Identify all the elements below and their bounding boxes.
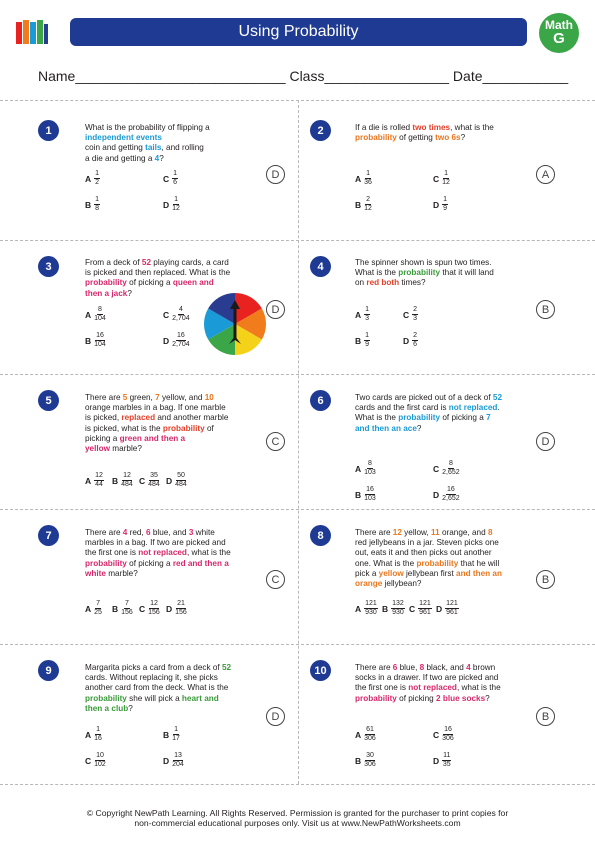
fraction bbox=[172, 332, 190, 349]
denominator: 102 bbox=[94, 761, 106, 768]
option-letter: C bbox=[433, 463, 440, 474]
column-divider bbox=[298, 100, 299, 784]
answer-option[interactable] bbox=[85, 472, 104, 489]
answer-circle: B bbox=[536, 707, 555, 726]
fraction bbox=[364, 170, 372, 187]
fraction bbox=[391, 600, 405, 617]
fraction bbox=[442, 726, 454, 743]
numerator: 4 bbox=[178, 306, 183, 313]
denominator: 306 bbox=[364, 761, 376, 768]
grade-badge bbox=[539, 13, 579, 53]
answer-option[interactable] bbox=[85, 306, 106, 323]
answer-option[interactable] bbox=[166, 600, 187, 617]
answer-option[interactable] bbox=[85, 170, 100, 187]
denominator: 156 bbox=[121, 609, 133, 616]
option-letter: D bbox=[163, 755, 170, 766]
question-number: 5 bbox=[38, 390, 59, 411]
denominator: 104 bbox=[94, 341, 106, 348]
answer-option[interactable] bbox=[355, 170, 372, 187]
option-letter: C bbox=[85, 755, 92, 766]
fraction bbox=[172, 726, 180, 743]
fraction bbox=[364, 460, 376, 477]
answer-circle: D bbox=[266, 300, 285, 319]
fraction bbox=[94, 600, 102, 617]
option-letter: A bbox=[85, 729, 92, 740]
denominator: 2,704 bbox=[172, 315, 190, 322]
numerator: 35 bbox=[150, 472, 158, 479]
fraction bbox=[442, 752, 451, 769]
numerator: 12 bbox=[150, 600, 158, 607]
denominator: 9 bbox=[365, 341, 370, 348]
denominator: 961 bbox=[446, 609, 458, 616]
denominator: 156 bbox=[148, 609, 160, 616]
option-letter: D bbox=[436, 603, 443, 614]
option-letter: C bbox=[403, 309, 410, 320]
newpath-logo-icon bbox=[14, 16, 50, 48]
option-letter: D bbox=[403, 335, 410, 346]
answer-option[interactable] bbox=[433, 196, 448, 213]
denominator: 156 bbox=[175, 609, 187, 616]
option-letter: A bbox=[355, 173, 362, 184]
denominator: 35 bbox=[442, 761, 451, 768]
answer-option[interactable] bbox=[139, 472, 160, 489]
option-letter: D bbox=[163, 199, 170, 210]
answer-option[interactable] bbox=[85, 600, 102, 617]
answer-option[interactable] bbox=[355, 332, 370, 349]
option-letter: A bbox=[355, 603, 362, 614]
denominator: 484 bbox=[121, 481, 133, 488]
numerator: 11 bbox=[443, 752, 451, 759]
option-letter: D bbox=[163, 335, 170, 346]
fraction bbox=[94, 726, 102, 743]
answer-circle: B bbox=[536, 300, 555, 319]
numerator: 1 bbox=[95, 196, 100, 203]
numerator: 61 bbox=[366, 726, 374, 733]
numerator: 2 bbox=[413, 332, 418, 339]
option-letter: B bbox=[85, 199, 92, 210]
numerator: 7 bbox=[125, 600, 129, 607]
question-text: If a die is rolled two times, what is the probability of getting two 6s? bbox=[355, 123, 494, 143]
divider bbox=[0, 784, 595, 785]
answer-option[interactable] bbox=[85, 752, 106, 769]
fraction bbox=[121, 600, 133, 617]
option-letter: A bbox=[85, 603, 92, 614]
fraction bbox=[364, 486, 376, 503]
numerator: 132 bbox=[392, 600, 404, 607]
option-letter: C bbox=[139, 475, 146, 486]
spinner-icon bbox=[203, 292, 267, 356]
option-letter: B bbox=[382, 603, 389, 614]
answer-option[interactable] bbox=[355, 600, 378, 617]
option-letter: A bbox=[355, 463, 362, 474]
answer-option[interactable] bbox=[409, 600, 432, 617]
denominator: 16 bbox=[94, 735, 102, 742]
fraction bbox=[148, 472, 160, 489]
option-letter: D bbox=[433, 489, 440, 500]
numerator: 13 bbox=[174, 752, 182, 759]
answer-option[interactable] bbox=[163, 726, 180, 743]
numerator: 1 bbox=[96, 726, 100, 733]
numerator: 16 bbox=[96, 332, 104, 339]
option-letter: D bbox=[166, 475, 173, 486]
numerator: 8 bbox=[98, 306, 102, 313]
fraction bbox=[175, 600, 187, 617]
answer-option[interactable] bbox=[163, 752, 184, 769]
fraction bbox=[364, 752, 376, 769]
numerator: 16 bbox=[177, 332, 185, 339]
answer-option[interactable] bbox=[163, 332, 190, 349]
answer-option[interactable] bbox=[355, 306, 370, 323]
answer-option[interactable] bbox=[163, 306, 190, 323]
numerator: 1 bbox=[174, 196, 178, 203]
numerator: 21 bbox=[177, 600, 185, 607]
fraction bbox=[172, 752, 184, 769]
answer-option[interactable] bbox=[112, 472, 133, 489]
fraction bbox=[94, 332, 106, 349]
answer-option[interactable] bbox=[163, 170, 178, 187]
numerator: 121 bbox=[419, 600, 431, 607]
fraction bbox=[364, 306, 370, 323]
numerator: 1 bbox=[173, 170, 178, 177]
question-text: From a deck of 52 playing cards, a card is picked and then replaced. What is the probability of picking a queen and then a jack? bbox=[85, 258, 231, 298]
badge-subject: Math bbox=[545, 18, 573, 32]
fraction bbox=[445, 600, 459, 617]
copyright-footer bbox=[20, 808, 575, 828]
option-letter: B bbox=[112, 603, 119, 614]
denominator: 484 bbox=[148, 481, 160, 488]
answer-option[interactable] bbox=[166, 472, 187, 489]
answer-option[interactable] bbox=[163, 196, 180, 213]
numerator: 1 bbox=[365, 332, 370, 339]
option-letter: A bbox=[355, 729, 362, 740]
numerator: 2 bbox=[413, 306, 418, 313]
question-text: There are 6 blue, 8 black, and 4 brown socks in a drawer. If two are picked and the first one is not replaced, what is the probability of picking 2 blue socks? bbox=[355, 663, 501, 703]
denominator: 3 bbox=[365, 315, 370, 322]
denominator: 44 bbox=[95, 481, 103, 488]
fraction bbox=[94, 196, 100, 213]
question-text: There are 4 red, 6 blue, and 3 white marbles in a bag. If two are picked and the first one is not replaced, what is the probability of picking a red and then a white marble? bbox=[85, 528, 231, 578]
answer-option[interactable] bbox=[436, 600, 459, 617]
fraction bbox=[148, 600, 160, 617]
answer-option[interactable] bbox=[355, 726, 376, 743]
numerator: 8 bbox=[448, 460, 453, 467]
answer-circle: D bbox=[266, 165, 285, 184]
fraction bbox=[412, 306, 418, 323]
numerator: 1 bbox=[365, 306, 370, 313]
numerator: 1 bbox=[366, 170, 370, 177]
numerator: 16 bbox=[444, 726, 452, 733]
option-letter: A bbox=[85, 475, 92, 486]
option-letter: C bbox=[433, 173, 440, 184]
question-number: 4 bbox=[310, 256, 331, 277]
denominator: 2,652 bbox=[442, 469, 460, 476]
denominator: 25 bbox=[94, 609, 102, 616]
answer-circle: B bbox=[536, 570, 555, 589]
denominator: 103 bbox=[364, 495, 376, 502]
fraction bbox=[412, 332, 418, 349]
question-number: 2 bbox=[310, 120, 331, 141]
badge-grade: G bbox=[553, 30, 565, 47]
numerator: 1 bbox=[174, 726, 178, 733]
question-text: There are 12 yellow, 11 orange, and 8 red jellybeans in a jar. Steven picks one out, eats it and then picks out another one. What is the probability that he will pick a yellow jellybean first and then an orange jellybean? bbox=[355, 528, 502, 589]
denominator: 484 bbox=[175, 481, 187, 488]
option-letter: B bbox=[85, 335, 92, 346]
answer-option[interactable] bbox=[112, 600, 133, 617]
numerator: 10 bbox=[96, 752, 104, 759]
denominator: 12 bbox=[364, 205, 372, 212]
numerator: 121 bbox=[365, 600, 377, 607]
answer-option[interactable] bbox=[355, 752, 376, 769]
answer-circle: C bbox=[266, 432, 285, 451]
fraction bbox=[364, 726, 376, 743]
answer-option[interactable] bbox=[403, 306, 418, 323]
denominator: 306 bbox=[364, 735, 376, 742]
denominator: 9 bbox=[443, 205, 448, 212]
denominator: 104 bbox=[94, 315, 106, 322]
option-letter: D bbox=[433, 755, 440, 766]
denominator: 12 bbox=[172, 205, 180, 212]
fraction bbox=[175, 472, 187, 489]
answer-option[interactable] bbox=[433, 170, 450, 187]
option-letter: B bbox=[355, 489, 362, 500]
denominator: 36 bbox=[364, 179, 372, 186]
answer-option[interactable] bbox=[433, 460, 460, 477]
option-letter: D bbox=[166, 603, 173, 614]
fraction bbox=[442, 170, 450, 187]
fraction bbox=[94, 752, 106, 769]
answer-option[interactable] bbox=[139, 600, 160, 617]
denominator: 306 bbox=[442, 735, 454, 742]
question-number: 10 bbox=[310, 660, 331, 681]
numerator: 16 bbox=[366, 486, 374, 493]
numerator: 30 bbox=[366, 752, 374, 759]
fraction bbox=[172, 196, 180, 213]
answer-option[interactable] bbox=[433, 486, 460, 503]
option-letter: C bbox=[433, 729, 440, 740]
question-number: 1 bbox=[38, 120, 59, 141]
option-letter: A bbox=[355, 309, 362, 320]
answer-option[interactable] bbox=[85, 332, 106, 349]
option-letter: B bbox=[355, 335, 362, 346]
name-class-date-line[interactable]: Name___________________________ Class________________ Date___________ bbox=[38, 68, 569, 84]
footer-line-2: non-commercial educational purposes only. Visit us at www.NewPathWorksheets.com bbox=[134, 818, 461, 828]
option-letter: B bbox=[355, 755, 362, 766]
option-letter: C bbox=[409, 603, 416, 614]
numerator: 8 bbox=[368, 460, 372, 467]
answer-option[interactable] bbox=[85, 726, 102, 743]
answer-option[interactable] bbox=[382, 600, 405, 617]
option-letter: B bbox=[355, 199, 362, 210]
numerator: 50 bbox=[177, 472, 185, 479]
question-text: Margarita picks a card from a deck of 52 cards. Without replacing it, she picks another card from the deck. What is the probability she will pick a heart and then a club? bbox=[85, 663, 232, 713]
option-letter: A bbox=[85, 173, 92, 184]
fraction bbox=[364, 600, 378, 617]
fraction bbox=[442, 460, 460, 477]
fraction bbox=[94, 170, 100, 187]
numerator: 16 bbox=[447, 486, 455, 493]
fraction bbox=[364, 332, 370, 349]
denominator: 103 bbox=[364, 469, 376, 476]
option-letter: B bbox=[163, 729, 170, 740]
answer-circle: C bbox=[266, 570, 285, 589]
fraction bbox=[94, 306, 106, 323]
numerator: 2 bbox=[366, 196, 370, 203]
question-text: What is the probability of flipping a independent events coin and getting tails, and rolling a die and getting a 4? bbox=[85, 123, 210, 163]
fraction bbox=[442, 486, 460, 503]
answer-circle: D bbox=[536, 432, 555, 451]
denominator: 8 bbox=[95, 205, 100, 212]
denominator: 930 bbox=[365, 609, 377, 616]
fraction bbox=[364, 196, 372, 213]
option-letter: C bbox=[163, 309, 170, 320]
fraction bbox=[121, 472, 133, 489]
answer-option[interactable] bbox=[403, 332, 418, 349]
answer-circle: A bbox=[536, 165, 555, 184]
numerator: 7 bbox=[96, 600, 100, 607]
answer-option[interactable] bbox=[433, 752, 451, 769]
option-letter: D bbox=[433, 199, 440, 210]
question-number: 3 bbox=[38, 256, 59, 277]
question-text: Two cards are picked out of a deck of 52 cards and the first card is not replaced. What is the probability of picking a 7 and then an ace? bbox=[355, 393, 503, 433]
option-letter: C bbox=[163, 173, 170, 184]
option-letter: A bbox=[85, 309, 92, 320]
denominator: 3 bbox=[413, 315, 418, 322]
answer-option[interactable] bbox=[85, 196, 100, 213]
answer-option[interactable] bbox=[355, 196, 372, 213]
question-number: 9 bbox=[38, 660, 59, 681]
answer-circle: D bbox=[266, 707, 285, 726]
fraction bbox=[418, 600, 432, 617]
numerator: 12 bbox=[95, 472, 103, 479]
denominator: 961 bbox=[419, 609, 431, 616]
answer-option[interactable] bbox=[355, 460, 376, 477]
denominator: 204 bbox=[172, 761, 184, 768]
denominator: 12 bbox=[442, 179, 450, 186]
option-letter: C bbox=[139, 603, 146, 614]
numerator: 1 bbox=[443, 196, 448, 203]
denominator: 2,652 bbox=[442, 495, 460, 502]
numerator: 121 bbox=[446, 600, 458, 607]
fraction bbox=[442, 196, 448, 213]
option-letter: B bbox=[112, 475, 119, 486]
denominator: 6 bbox=[173, 179, 178, 186]
answer-option[interactable] bbox=[433, 726, 454, 743]
question-number: 6 bbox=[310, 390, 331, 411]
worksheet-title: Using Probability bbox=[70, 18, 527, 46]
numerator: 1 bbox=[444, 170, 448, 177]
denominator: 6 bbox=[413, 341, 418, 348]
denominator: 2 bbox=[95, 179, 100, 186]
denominator: 930 bbox=[392, 609, 404, 616]
fraction bbox=[172, 306, 190, 323]
question-text: The spinner shown is spun two times. What is the probability that it will land on red both times? bbox=[355, 258, 494, 288]
fraction bbox=[94, 472, 104, 489]
question-number: 7 bbox=[38, 525, 59, 546]
footer-line-1: © Copyright NewPath Learning. All Rights Reserved. Permission is granted for the purchaser to print copies for bbox=[86, 808, 509, 818]
denominator: 2,704 bbox=[172, 341, 190, 348]
numerator: 1 bbox=[95, 170, 100, 177]
question-number: 8 bbox=[310, 525, 331, 546]
answer-option[interactable] bbox=[355, 486, 376, 503]
fraction bbox=[172, 170, 178, 187]
numerator: 12 bbox=[123, 472, 131, 479]
denominator: 17 bbox=[172, 735, 180, 742]
question-text: There are 5 green, 7 yellow, and 10 orange marbles in a bag. If one marble is picked, replaced and another marble is picked, what is the probability of picking a green and then a yellow marble? bbox=[85, 393, 229, 454]
